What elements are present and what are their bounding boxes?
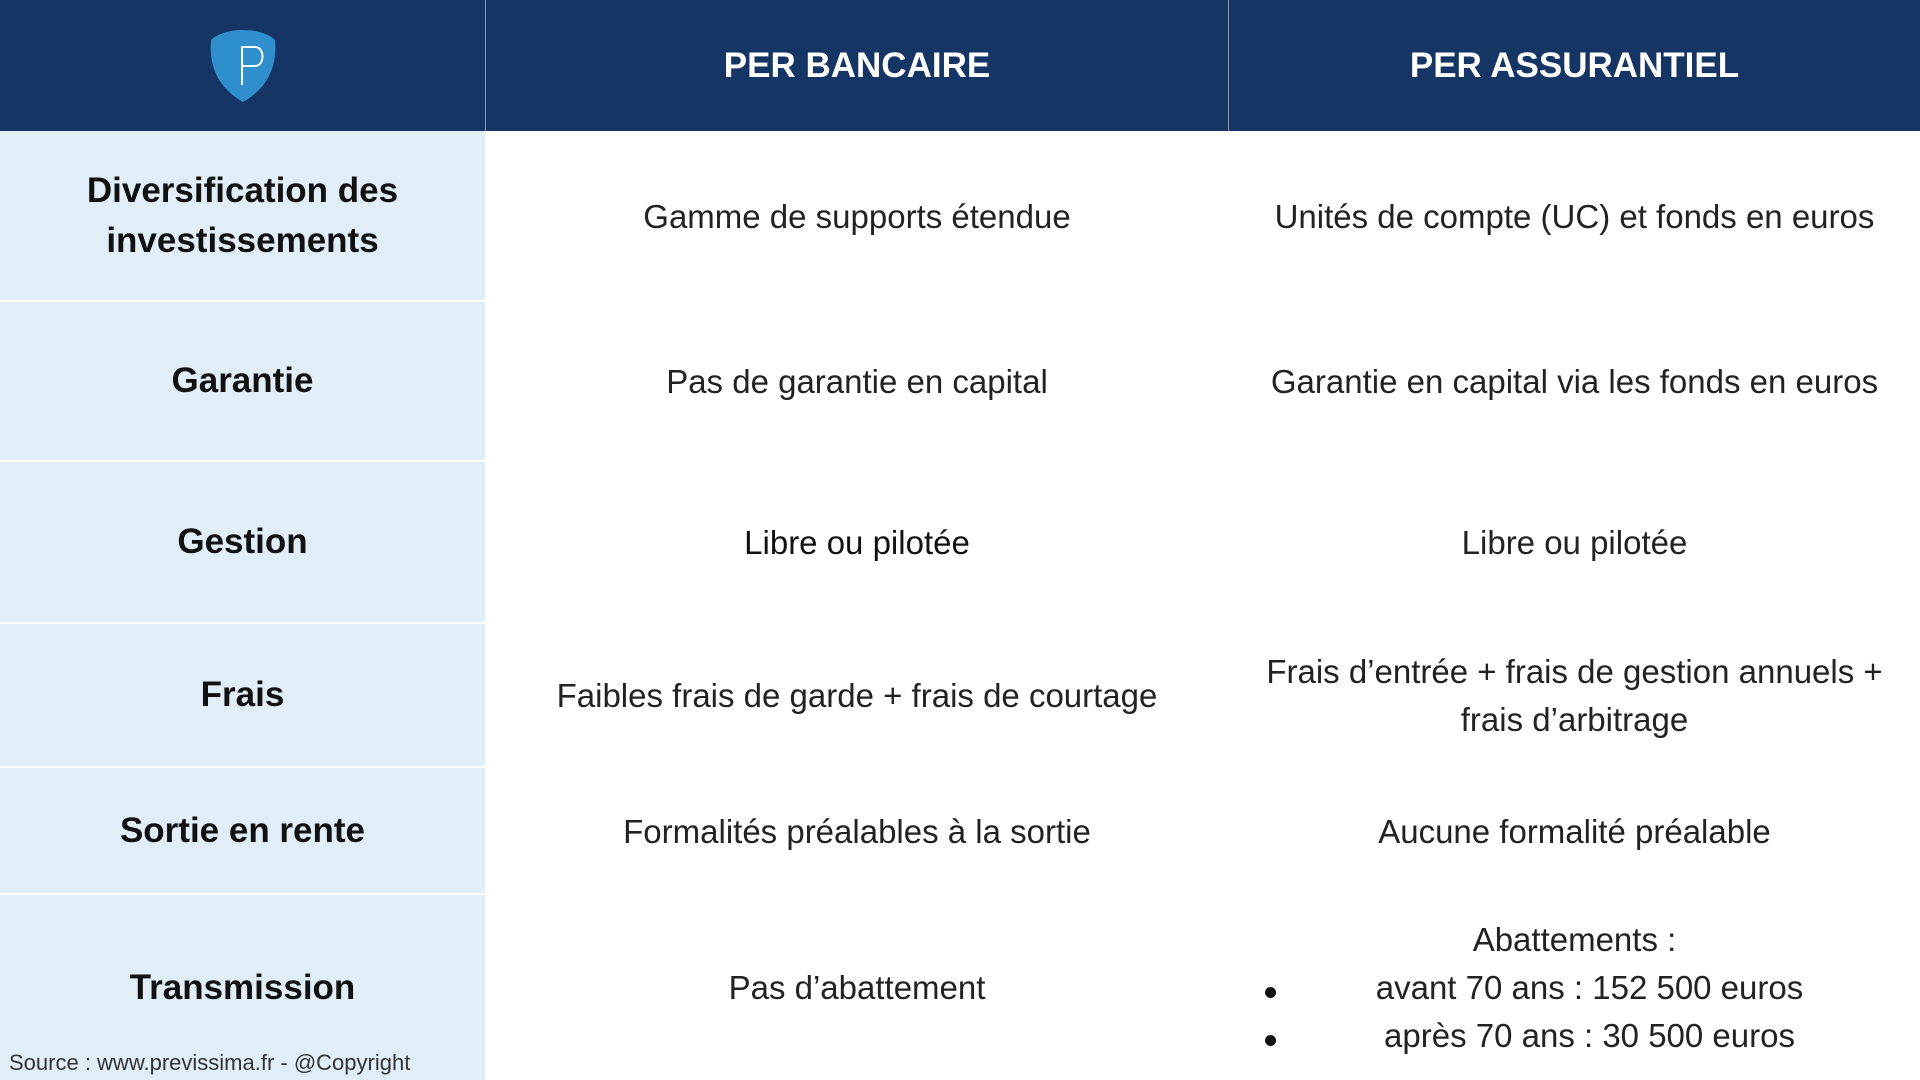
table-row (0, 462, 1920, 624)
row-label: Sortie en rente (0, 768, 485, 893)
bullet-icon (1265, 987, 1276, 998)
column-header-bancaire: PER BANCAIRE (486, 0, 1228, 131)
bullet-icon (1265, 1035, 1276, 1046)
row-label: Diversification des investissements (0, 131, 485, 300)
header-logo-cell (0, 0, 485, 131)
shield-logo-icon (209, 28, 277, 104)
cell-assurantiel: Libre ou pilotée (1461, 524, 1688, 561)
cell-bancaire: Formalités préalables à la sortie (623, 812, 1091, 850)
cell-bancaire: Libre ou pilotée (744, 524, 970, 561)
cell-bancaire: Pas de garantie en capital (666, 363, 1048, 400)
cell-assurantiel: Frais d’entrée + frais de gestion annuels + frais d’arbitrage (1266, 653, 1883, 738)
table-row (0, 895, 1920, 1080)
abattements-title: Abattements : (1472, 920, 1677, 958)
cell-assurantiel: Unités de compte (UC) et fonds en euros (1274, 197, 1875, 235)
row-label-text: Transmission (129, 967, 356, 1007)
abattement-item: avant 70 ans : 152 500 euros (1375, 968, 1804, 1006)
table-row (0, 131, 1920, 302)
cell-assurantiel: Aucune formalité préalable (1378, 812, 1771, 850)
cell-assurantiel (1229, 895, 1920, 1080)
column-header-assurantiel: PER ASSURANTIEL (1229, 0, 1920, 131)
row-label: Garantie (0, 302, 485, 460)
cell-bancaire: Gamme de supports étendue (643, 197, 1071, 235)
cell-bancaire: Pas d’abattement (728, 968, 986, 1006)
source-text: Source : www.previssima.fr - @Copyright (9, 1050, 411, 1075)
row-label: Gestion (0, 462, 485, 622)
row-label: Frais (0, 624, 485, 766)
abattement-item: après 70 ans : 30 500 euros (1384, 1016, 1795, 1054)
cell-bancaire: Faibles frais de garde + frais de courtage (556, 677, 1158, 714)
table-row (0, 768, 1920, 895)
cell-assurantiel: Garantie en capital via les fonds en euros (1270, 363, 1879, 400)
table-row (0, 624, 1920, 768)
table-row (0, 302, 1920, 462)
